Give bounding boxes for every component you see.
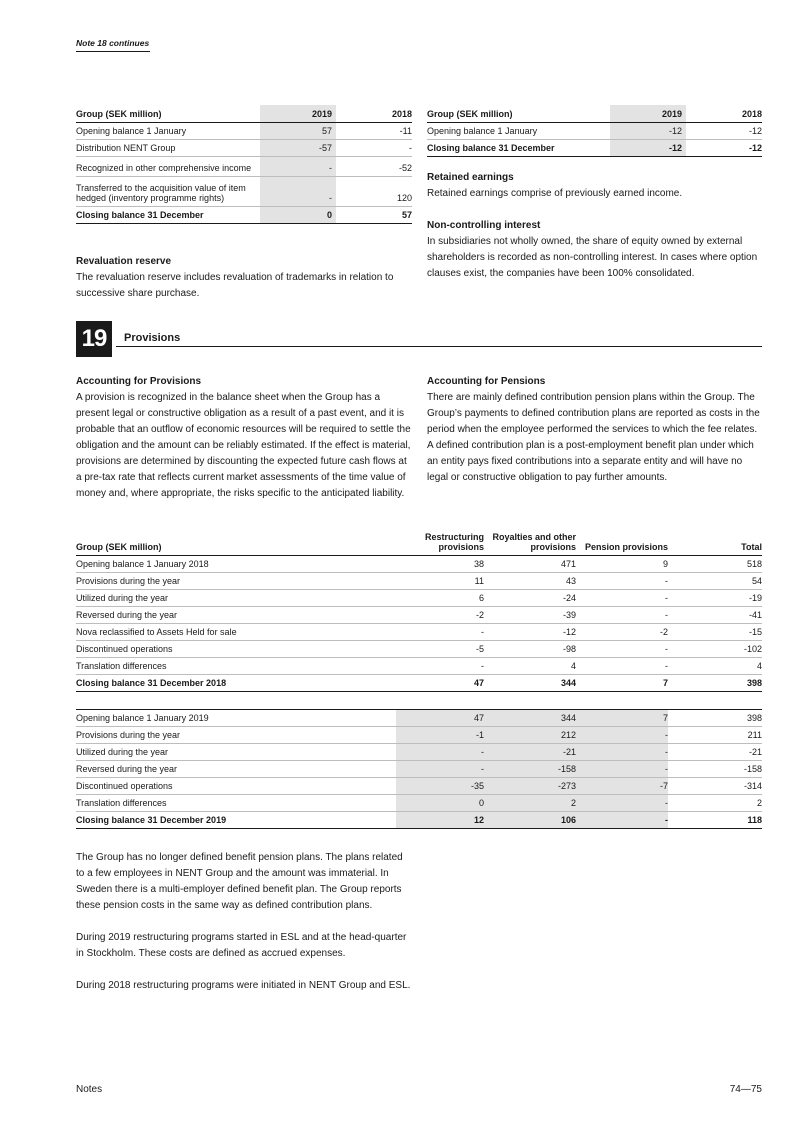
table-row: [76, 607, 762, 624]
cell-total: 518: [668, 556, 762, 573]
cell-restructuring: -: [396, 761, 484, 778]
cell-restructuring: 47: [396, 675, 484, 692]
cell-pension: -: [576, 727, 668, 744]
row-label: Provisions during the year: [76, 573, 396, 590]
cell-total: 4: [668, 658, 762, 675]
table-row-total: [76, 207, 412, 224]
cell-pension: -: [576, 658, 668, 675]
column-header: Group (SEK million): [427, 105, 610, 123]
cell-pension: -: [576, 641, 668, 658]
cell-2018: -: [336, 140, 412, 157]
table-row: [76, 140, 412, 157]
cell-restructuring: -: [396, 744, 484, 761]
cell-pension: -2: [576, 624, 668, 641]
section-title: Provisions: [124, 332, 181, 344]
table-row-total: [76, 675, 762, 692]
cell-total: -41: [668, 607, 762, 624]
table-row: [76, 123, 412, 140]
column-header: Royalties and other provisions: [484, 528, 576, 556]
column-header: 2019: [610, 105, 686, 123]
row-label: Reversed during the year: [76, 607, 396, 624]
table-row-total: [76, 812, 762, 829]
column-header: Group (SEK million): [76, 105, 260, 123]
table-row: [76, 761, 762, 778]
cell-2018: -52: [336, 157, 412, 177]
cell-pension: -: [576, 607, 668, 624]
revaluation-reserve-block: [76, 256, 406, 302]
cell-royalties: 43: [484, 573, 576, 590]
column-header: Pension provisions: [576, 528, 668, 556]
column-header: Group (SEK million): [76, 528, 396, 556]
cell-pension: -7: [576, 778, 668, 795]
noncontrolling-block: [427, 220, 762, 282]
row-label: Closing balance 31 December 2018: [76, 675, 396, 692]
cell-restructuring: 0: [396, 795, 484, 812]
column-header: 2018: [336, 105, 412, 123]
cell-2018: 57: [336, 207, 412, 224]
cell-royalties: -24: [484, 590, 576, 607]
cell-total: 118: [668, 812, 762, 829]
footer-page-number: 74—75: [729, 1084, 762, 1095]
cell-pension: -: [576, 573, 668, 590]
cell-total: 398: [668, 675, 762, 692]
cell-royalties: -39: [484, 607, 576, 624]
noncontrolling-body: In subsidiaries not wholly owned, the share of equity owned by external shareholders is recorded as non-controlling interest. In cases where option clauses exist, the companies have been 100% consolidated.: [427, 236, 758, 279]
table-row: [76, 727, 762, 744]
table-row-total: [427, 140, 762, 157]
cell-pension: -: [576, 744, 668, 761]
row-label: Closing balance 31 December: [427, 140, 610, 157]
table-spacer: [76, 692, 762, 710]
table-row: [427, 123, 762, 140]
table-row: [76, 658, 762, 675]
cell-restructuring: 47: [396, 710, 484, 727]
cell-pension: 7: [576, 675, 668, 692]
table-row: [76, 778, 762, 795]
cell-2018: -12: [686, 140, 762, 157]
footer-section-label: Notes: [76, 1084, 103, 1095]
cell-royalties: 212: [484, 727, 576, 744]
cell-total: 398: [668, 710, 762, 727]
row-label: Provisions during the year: [76, 727, 396, 744]
provisions-notes: [76, 850, 412, 994]
cell-2019: -: [260, 177, 336, 207]
revaluation-heading: Revaluation reserve: [76, 256, 172, 267]
note-paragraph: During 2019 restructuring programs started in ESL and at the head-quarter in Stockholm. These costs are defined as accrued expenses.: [76, 932, 407, 959]
table-row: [76, 624, 762, 641]
cell-total: -158: [668, 761, 762, 778]
hedge-reserve-table: [76, 105, 412, 224]
column-header: Total: [668, 528, 762, 556]
cell-pension: -: [576, 795, 668, 812]
row-label: Utilized during the year: [76, 590, 396, 607]
cell-2019: -57: [260, 140, 336, 157]
accounting-pensions-heading: Accounting for Pensions: [427, 376, 546, 387]
cell-restructuring: 6: [396, 590, 484, 607]
section-divider: [116, 346, 762, 347]
cell-total: -102: [668, 641, 762, 658]
row-label: Opening balance 1 January 2019: [76, 710, 396, 727]
cell-2019: -12: [610, 140, 686, 157]
cell-royalties: 344: [484, 710, 576, 727]
column-header: Restructuring provisions: [396, 528, 484, 556]
cell-restructuring: -5: [396, 641, 484, 658]
cell-pension: -: [576, 812, 668, 829]
cell-total: -314: [668, 778, 762, 795]
retained-earnings-block: [427, 172, 762, 202]
row-label: Closing balance 31 December: [76, 207, 260, 224]
row-label: Utilized during the year: [76, 744, 396, 761]
column-header: 2019: [260, 105, 336, 123]
cell-royalties: 4: [484, 658, 576, 675]
spacer-cell: [76, 692, 762, 710]
cell-2018: -12: [686, 123, 762, 140]
row-label: Closing balance 31 December 2019: [76, 812, 396, 829]
cell-royalties: -273: [484, 778, 576, 795]
row-label: Discontinued operations: [76, 641, 396, 658]
retained-earnings-table: [427, 105, 762, 157]
cell-restructuring: -1: [396, 727, 484, 744]
table-row: [76, 590, 762, 607]
row-label: Transferred to the acquisition value of item hedged (inventory programme rights): [76, 177, 260, 207]
cell-total: 2: [668, 795, 762, 812]
cell-royalties: -12: [484, 624, 576, 641]
table-row: [76, 710, 762, 727]
note-paragraph: During 2018 restructuring programs were initiated in NENT Group and ESL.: [76, 980, 411, 991]
table-row: [76, 157, 412, 177]
row-label: Opening balance 1 January: [76, 123, 260, 140]
cell-restructuring: 38: [396, 556, 484, 573]
row-label: Translation differences: [76, 795, 396, 812]
column-header: 2018: [686, 105, 762, 123]
cell-pension: -: [576, 590, 668, 607]
cell-2019: -12: [610, 123, 686, 140]
row-label: Opening balance 1 January: [427, 123, 610, 140]
cell-restructuring: 11: [396, 573, 484, 590]
cell-total: -21: [668, 744, 762, 761]
cell-royalties: -21: [484, 744, 576, 761]
retained-heading: Retained earnings: [427, 172, 514, 183]
cell-total: -19: [668, 590, 762, 607]
cell-total: 54: [668, 573, 762, 590]
row-label: Nova reclassified to Assets Held for sale: [76, 624, 396, 641]
cell-2019: -: [260, 157, 336, 177]
row-label: Reversed during the year: [76, 761, 396, 778]
cell-2018: 120: [336, 177, 412, 207]
cell-pension: 7: [576, 710, 668, 727]
row-label: Discontinued operations: [76, 778, 396, 795]
cell-2019: 0: [260, 207, 336, 224]
retained-body: Retained earnings comprise of previously earned income.: [427, 188, 683, 199]
row-label: Opening balance 1 January 2018: [76, 556, 396, 573]
table-row: [76, 177, 412, 207]
provisions-table: [76, 528, 762, 829]
cell-pension: 9: [576, 556, 668, 573]
accounting-provisions-block: [76, 376, 412, 502]
cell-restructuring: -2: [396, 607, 484, 624]
cell-royalties: -98: [484, 641, 576, 658]
revaluation-body: The revaluation reserve includes revaluation of trademarks in relation to successive share purchase.: [76, 272, 394, 299]
cell-total: -15: [668, 624, 762, 641]
table-row: [76, 556, 762, 573]
cell-2018: -11: [336, 123, 412, 140]
cell-restructuring: -: [396, 658, 484, 675]
table-row: [76, 641, 762, 658]
table-row: [76, 795, 762, 812]
cell-royalties: 344: [484, 675, 576, 692]
accounting-pensions-block: [427, 376, 762, 486]
table-row: [76, 573, 762, 590]
cell-restructuring: -: [396, 624, 484, 641]
cell-pension: -: [576, 761, 668, 778]
row-label: Translation differences: [76, 658, 396, 675]
cell-royalties: 471: [484, 556, 576, 573]
section-number-badge: 19: [76, 321, 112, 357]
accounting-provisions-heading: Accounting for Provisions: [76, 376, 202, 387]
cell-2019: 57: [260, 123, 336, 140]
cell-restructuring: 12: [396, 812, 484, 829]
row-label: Recognized in other comprehensive income: [76, 157, 260, 177]
cell-royalties: 106: [484, 812, 576, 829]
cell-royalties: -158: [484, 761, 576, 778]
note-paragraph: The Group has no longer defined benefit pension plans. The plans related to a few employees in NENT Group and the amount was immaterial. In Sweden there is a multi-employer defined benefit plan. The Group reports these pension costs in the same way as defined contribution plans.: [76, 852, 403, 911]
accounting-pensions-body: There are mainly defined contribution pension plans within the Group. The Group’s payments to defined contribution plans are reported as costs in the period when the employee performed the services to which the fee relates. A defined contribution plan is a post-employment benefit plan under which an entity pays fixed contributions into a separate entity and will have no legal or constructive obligation to pay further amounts.: [427, 392, 760, 483]
row-label: Distribution NENT Group: [76, 140, 260, 157]
noncontrolling-heading: Non-controlling interest: [427, 220, 541, 231]
accounting-provisions-body: A provision is recognized in the balance sheet when the Group has a present legal or constructive obligation as a result of a past event, and it is probable that an outflow of economic resources will be required to settle the obligation and the amount can be reliably estimated. If the effect is material, provisions are determined by discounting the expected future cash flows at a pre-tax rate that reflects current market assessments of the time value of money and, where appropriate, the risks specific to the anticipated liability.: [76, 392, 411, 499]
table-row: [76, 744, 762, 761]
cell-total: 211: [668, 727, 762, 744]
cell-restructuring: -35: [396, 778, 484, 795]
note-continues-label: Note 18 continues: [76, 38, 150, 52]
cell-royalties: 2: [484, 795, 576, 812]
